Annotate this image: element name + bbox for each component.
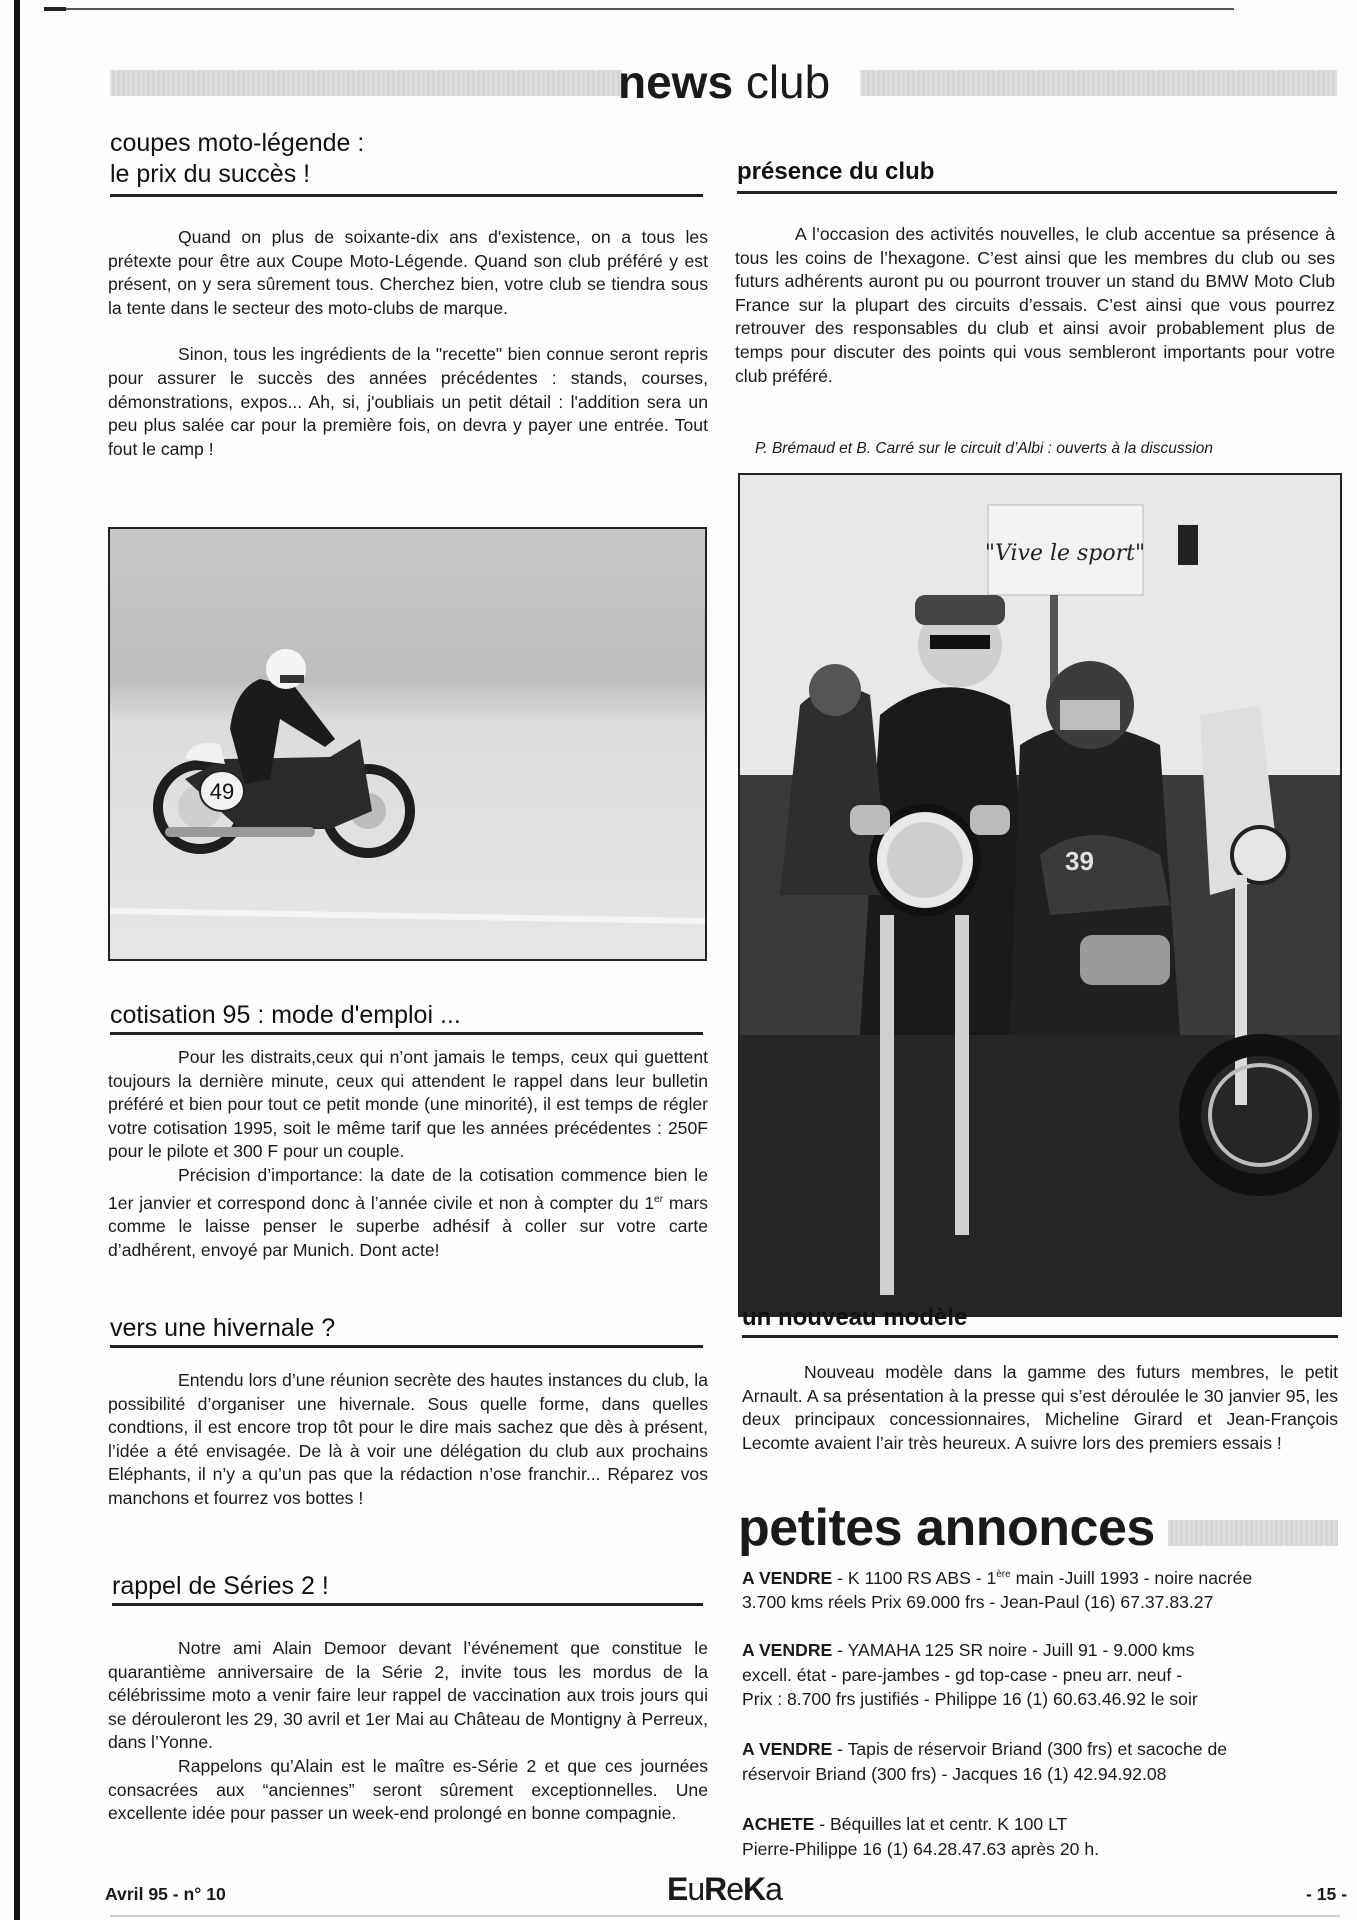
article-body-presence — [735, 223, 1335, 388]
paragraph: Entendu lors d’une réunion secrète des hautes instances du club, la possibilité d’organiser une hivernale. Sous quelle forme, dans quelles condtions, il est encore trop tôt pour le dire mais sachez que dès à présent, l’idée a été envisagée. De là à voir une délégation du club aux prochains Eléphants, il n’y a qu’un pas que la rédaction n’ose franchir... Réparez vos manchons et fourrez vos bottes ! — [108, 1370, 708, 1508]
superscript: er — [654, 1193, 664, 1205]
superscript: ère — [996, 1569, 1011, 1580]
race-bike-number: 49 — [209, 779, 235, 804]
ad-text: - YAMAHA 125 SR noire - Juill 91 - 9.000 kms — [832, 1640, 1195, 1660]
ad-details: Pierre-Philippe 16 (1) 64.28.47.63 après 20 h. — [742, 1838, 1099, 1859]
article-body-hivernale — [108, 1369, 708, 1511]
logo-letter: u — [687, 1871, 705, 1907]
logo-letter: e — [726, 1871, 744, 1907]
paragraph: Notre ami Alain Demoor devant l’événement que constitue le quarantième anniversaire de la Série 2, invite tous les mordus de la célébrissime moto a venir faire leur rappel de vaccination aux trois jours qui se dérouleront les 29, 30 avril et 1er Mai au Château de Montigny à Perreux, dans l’Yonne. — [108, 1638, 708, 1753]
section-title-bold: news — [618, 56, 734, 108]
section-title — [618, 54, 830, 110]
article-title-series2: rappel de Séries 2 ! — [112, 1571, 703, 1606]
classified-ad — [742, 1812, 1342, 1861]
ad-text: main -Juill 1993 - noire nacrée — [1010, 1567, 1253, 1588]
logo-letter: K — [743, 1871, 766, 1907]
ad-details: réservoir Briand (300 frs) - Jacques 16 (1) 42.94.92.08 — [742, 1763, 1167, 1784]
ad-text: - K 1100 RS ABS - 1 — [832, 1567, 997, 1588]
ad-kind: A VENDRE — [742, 1739, 833, 1759]
classifieds-title: petites annonces — [738, 1499, 1155, 1557]
article-title-cotisation: cotisation 95 : mode d'emploi ... — [110, 1000, 703, 1035]
ad-details: excell. état - pare-jambes - gd top-case - pneu arr. neuf - Prix : 8.700 frs justifiés - Philippe 16 (1) 60.63.46.92 le soir — [742, 1664, 1198, 1709]
page-binding-edge — [14, 0, 20, 1920]
logo-letter: a — [765, 1871, 782, 1907]
ad-kind: A VENDRE — [742, 1640, 833, 1660]
sign-text: "Vive le sport" — [984, 541, 1146, 566]
classified-ad — [742, 1638, 1342, 1712]
club-bike-number: 39 — [1065, 846, 1094, 876]
article-body-series2 — [108, 1637, 708, 1826]
ad-text: - Tapis de réservoir Briand (300 frs) et sacoche de — [832, 1739, 1228, 1759]
photo-caption: P. Brémaud et B. Carré sur le circuit d’Albi : ouverts à la discussion — [755, 440, 1214, 457]
section-banner — [110, 56, 1337, 108]
race-photo — [108, 527, 707, 961]
article-title-presence: présence du club — [737, 157, 1337, 194]
ad-details: 3.700 kms réels Prix 69.000 frs - Jean-Paul (16) 67.37.83.27 — [742, 1592, 1214, 1613]
paragraph: Rappelons qu’Alain est le maître es-Série 2 et que ces journées consacrées aux “anciennes” seront sûrement exceptionnelles. Une excellente idée pour passer un week-end prolongé en bonne compagnie. — [108, 1755, 708, 1824]
text-run: Précision d’importance: la date de la cotisation commence bien le 1er janvier et correspond donc à l’année civile et non à compter du 1 — [108, 1164, 708, 1213]
race-photo-image — [110, 529, 705, 959]
paragraph: Sinon, tous les ingrédients de la "recette" bien connue seront repris pour assurer le succès des années précédentes : stands, courses, démonstrations, expos... Ah, si, j'oubliais un petit détail : l'addition sera un peu plus salée car pour la première fois, on devra y payer une entrée. Tout fout le camp ! — [108, 344, 708, 459]
club-photo-image — [740, 475, 1340, 1315]
logo-letter: E — [667, 1871, 688, 1907]
classified-ad — [742, 1563, 1342, 1615]
eureka-logo — [667, 1872, 782, 1906]
classifieds-banner-bar — [1168, 1520, 1338, 1546]
article-title-coupes — [110, 128, 703, 197]
issue-info: Avril 95 - n° 10 — [105, 1884, 226, 1904]
article-body-coupes — [108, 226, 708, 461]
banner-bar-right — [860, 70, 1337, 96]
article-title-line: coupes moto-légende : — [110, 129, 365, 157]
classified-ad — [742, 1737, 1342, 1786]
logo-letter: R — [704, 1871, 727, 1907]
ad-kind: A VENDRE — [742, 1567, 833, 1588]
paragraph: A l’occasion des activités nouvelles, le club accentue sa présence à tous les coins de l’hexagone. C’est ainsi que les membres du club ou ses futurs adhérents auront pu ou pourront trouver un stand du BMW Moto Club France sur la plupart des circuits d’essais. C’est ainsi que vous pourrez retrouver des responsables du club et ainsi avoir probablement plus de temps pour discuter des points qui vous sembleront importants pour votre club préféré. — [735, 224, 1335, 386]
article-body-cotisation — [108, 1046, 708, 1262]
club-photo — [738, 473, 1342, 1317]
ad-kind: ACHETE — [742, 1814, 815, 1834]
top-rule — [44, 8, 1234, 10]
section-title-light: club — [733, 56, 831, 108]
article-title-hivernale: vers une hivernale ? — [110, 1313, 703, 1348]
text-run: mars comme le laisse penser le superbe adhésif à coller sur votre carte d’adhérent, envoyé par Munich. Dont acte! — [108, 1192, 708, 1260]
page-number: - 15 - — [1306, 1884, 1348, 1904]
article-title-nouveau-modele: un nouveau modèle — [742, 1303, 1338, 1338]
article-title-line: le prix du succès ! — [110, 160, 311, 188]
paragraph: Quand on plus de soixante-dix ans d'existence, on a tous les prétexte pour être aux Coupe Moto-Légende. Quand son club préféré y est présent, on y sera sûrement tous. Cherchez bien, votre club se tiendra sous la tente dans le secteur des moto-clubs de marque. — [108, 227, 708, 318]
article-body-nouveau-modele — [742, 1361, 1338, 1455]
paragraph — [108, 1164, 708, 1262]
paragraph: Pour les distraits,ceux qui n’ont jamais le temps, ceux qui guettent toujours la dernière minute, ceux qui attendent le rappel dans leur bulletin préféré et bien pour tout ce petit monde (une minorité), il est temps de régler votre cotisation 1995, soit le même tarif que les années précédentes : 250F pour le pilote et 300 F pour un couple. — [108, 1047, 708, 1162]
bottom-rule — [110, 1915, 1340, 1917]
paragraph: Nouveau modèle dans la gamme des futurs membres, le petit Arnault. A sa présentation à la presse qui s’est déroulée le 30 janvier 95, les deux principaux concessionnaires, Micheline Girard et Jean-François Lecomte avaient l’air très heureux. A suivre lors des premiers essais ! — [742, 1362, 1338, 1453]
banner-bar-left — [110, 70, 622, 96]
ad-text: - Béquilles lat et centr. K 100 LT — [814, 1814, 1068, 1834]
